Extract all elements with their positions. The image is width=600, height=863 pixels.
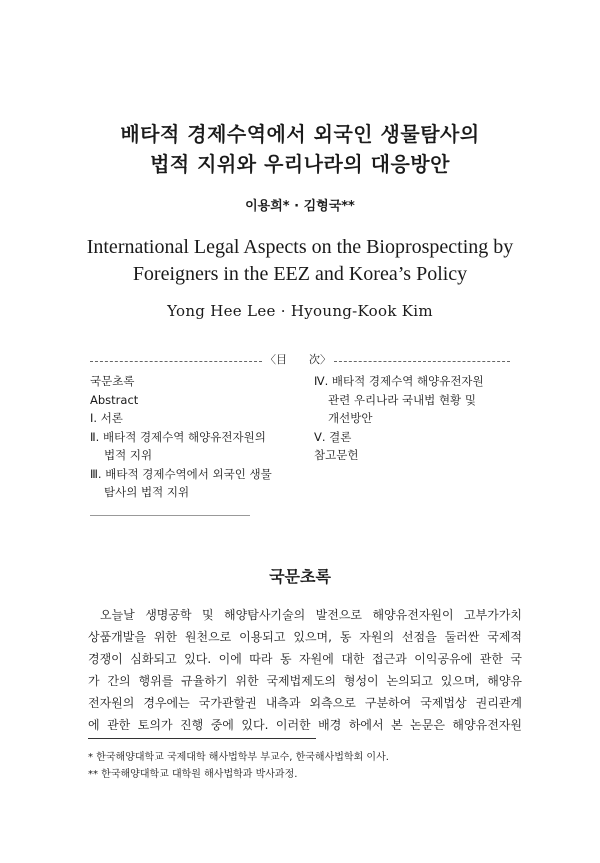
toc-item: Ⅴ. 결론: [314, 429, 352, 444]
section-title: 국문초록: [269, 567, 331, 586]
toc-item: Ⅰ. 서론: [90, 411, 123, 425]
abstract-line: 전자원의 경우에는 국가관할권 내측과 외측으로 구분하여 국제법상 권리관계: [88, 696, 522, 710]
abstract-line: 상품개발을 위한 원천으로 이용되고 있으며, 동 자원의 선점을 둘러싼 국제적: [88, 630, 522, 644]
toc-top-rule-right: [334, 361, 510, 362]
abstract-text: [88, 604, 522, 736]
abstract-line: 가 간의 행위를 규율하기 위한 국제법제도의 형성이 논의되고 있으며, 해양유: [88, 674, 522, 688]
toc-bottom-rule: [90, 515, 250, 516]
title-en-line-1: International Legal Aspects on the Bioprospecting by: [86, 236, 514, 258]
toc-item: 국문초록: [90, 374, 135, 388]
toc-item: 참고문헌: [314, 448, 359, 462]
toc-item: Abstract: [90, 392, 139, 407]
toc-left-column: [90, 372, 305, 502]
abstract-line: 경쟁이 심화되고 있다. 이에 따라 동 자원에 대한 접근과 이익공유에 관한 국: [88, 652, 522, 666]
toc-heading: 〈目 次〉: [262, 351, 334, 367]
footnote-rule: [88, 738, 316, 739]
toc-item: Ⅲ. 배타적 경제수역에서 외국인 생물: [90, 466, 272, 481]
abstract-line: 에 관한 토의가 진행 중에 있다. 이러한 배경 하에서 본 논문은 해양유전자원: [88, 718, 522, 732]
toc-right-column: [314, 372, 514, 465]
toc-item: 관련 우리나라 국내법 현황 및: [328, 392, 476, 407]
toc-item: Ⅳ. 배타적 경제수역 해양유전자원: [314, 374, 484, 388]
toc-top-rule: [90, 361, 262, 362]
title-en-line-2: Foreigners in the EEZ and Korea’s Policy: [132, 263, 468, 285]
authors-en: Yong Hee Lee · Hyoung-Kook Kim: [167, 302, 433, 320]
toc-item: 탐사의 법적 지위: [104, 485, 190, 499]
toc-item: Ⅱ. 배타적 경제수역 해양유전자원의: [90, 429, 266, 444]
title-ko-line-1: 배타적 경제수역에서 외국인 생물탐사의: [120, 122, 480, 146]
toc-item: 개선방안: [328, 411, 373, 425]
abstract-line: 오늘날 생명공학 및 해양탐사기술의 발전으로 해양유전자원이 고부가가치: [100, 608, 522, 622]
authors-ko: 이용희* · 김형국**: [245, 199, 355, 214]
toc-item: 법적 지위: [104, 448, 153, 462]
footnote-1: * 한국해양대학교 국제대학 해사법학부 부교수, 한국해사법학회 이사.: [88, 752, 389, 763]
title-ko-line-2: 법적 지위와 우리나라의 대응방안: [150, 152, 450, 176]
footnote-2: ** 한국해양대학교 대학원 해사법학과 박사과정.: [88, 769, 298, 780]
